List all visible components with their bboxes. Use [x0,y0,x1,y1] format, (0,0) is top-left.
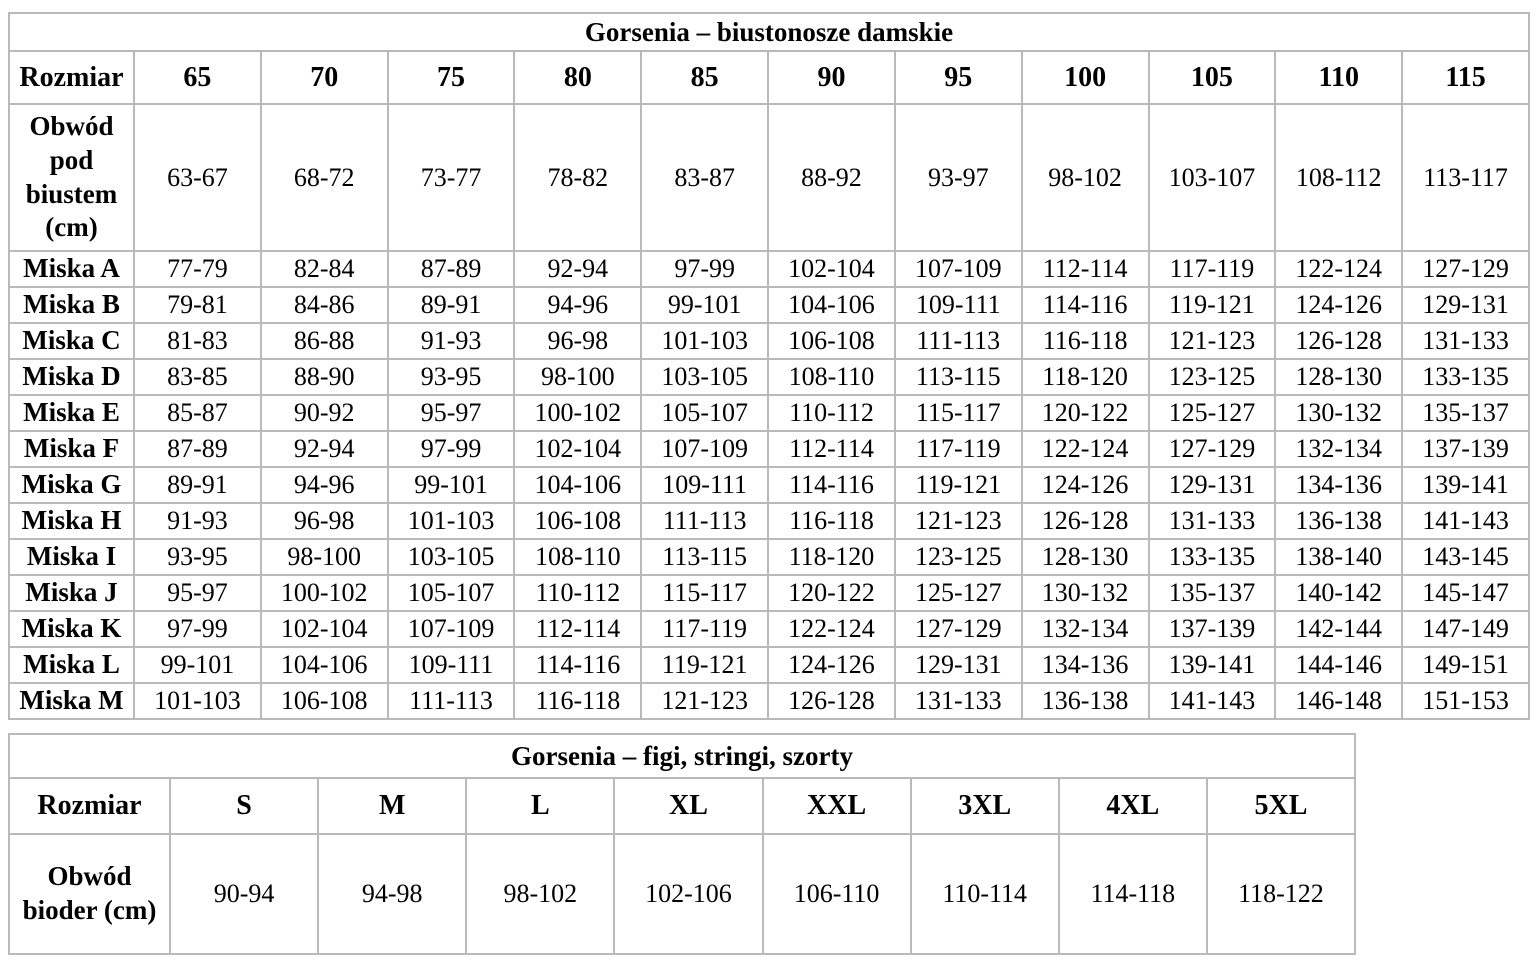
value-cell: 103-105 [388,539,515,575]
value-cell: 113-115 [641,539,768,575]
table-row [9,431,1529,467]
table-row [9,503,1529,539]
value-cell: 134-136 [1022,647,1149,683]
value-cell: 110-112 [768,395,895,431]
value-cell: 132-134 [1022,611,1149,647]
value-cell: 128-130 [1022,539,1149,575]
value-cell: 133-135 [1149,539,1276,575]
value-cell: 110-114 [911,834,1059,954]
value-cell: 122-124 [768,611,895,647]
value-cell: 118-122 [1207,834,1355,954]
value-cell: 116-118 [1022,323,1149,359]
value-cell: 97-99 [388,431,515,467]
value-cell: 87-89 [134,431,261,467]
value-cell: 101-103 [641,323,768,359]
value-cell: 83-85 [134,359,261,395]
size-header: 95 [895,51,1022,104]
size-header: 75 [388,51,515,104]
value-cell: 127-129 [1402,251,1529,287]
value-cell: 98-100 [514,359,641,395]
value-cell: 100-102 [261,575,388,611]
value-cell: 109-111 [388,647,515,683]
value-cell: 128-130 [1275,359,1402,395]
value-cell: 106-108 [261,683,388,719]
value-cell: 119-121 [641,647,768,683]
row-label: Miska L [9,647,134,683]
value-cell: 110-112 [514,575,641,611]
value-cell: 139-141 [1149,647,1276,683]
row-label: Miska F [9,431,134,467]
value-cell: 126-128 [1275,323,1402,359]
value-cell: 77-79 [134,251,261,287]
size-header: 80 [514,51,641,104]
value-cell: 149-151 [1402,647,1529,683]
table-title: Gorsenia – biustonosze damskie [9,13,1529,51]
value-cell: 137-139 [1149,611,1276,647]
value-cell: 136-138 [1022,683,1149,719]
value-cell: 107-109 [388,611,515,647]
size-header: 105 [1149,51,1276,104]
row-label: Miska D [9,359,134,395]
value-cell: 93-95 [134,539,261,575]
value-cell: 135-137 [1402,395,1529,431]
value-cell: 114-118 [1059,834,1207,954]
value-cell: 107-109 [641,431,768,467]
value-cell: 121-123 [895,503,1022,539]
value-cell: 86-88 [261,323,388,359]
value-cell: 99-101 [388,467,515,503]
value-cell: 105-107 [388,575,515,611]
table-row [9,834,1355,954]
value-cell: 105-107 [641,395,768,431]
value-cell: 106-108 [514,503,641,539]
row-label: Miska K [9,611,134,647]
value-cell: 126-128 [1022,503,1149,539]
value-cell: 120-122 [768,575,895,611]
value-cell: 132-134 [1275,431,1402,467]
value-cell: 126-128 [768,683,895,719]
value-cell: 119-121 [1149,287,1276,323]
size-header: S [170,778,318,834]
value-cell: 127-129 [895,611,1022,647]
row-label: Miska J [9,575,134,611]
value-cell: 147-149 [1402,611,1529,647]
size-header-row [9,778,1355,834]
table-row [9,683,1529,719]
value-cell: 107-109 [895,251,1022,287]
value-cell: 144-146 [1275,647,1402,683]
value-cell: 117-119 [641,611,768,647]
value-cell: 111-113 [388,683,515,719]
value-cell: 92-94 [514,251,641,287]
value-cell: 109-111 [641,467,768,503]
size-header: 110 [1275,51,1402,104]
value-cell: 102-106 [614,834,762,954]
value-cell: 112-114 [768,431,895,467]
value-cell: 114-116 [768,467,895,503]
value-cell: 93-97 [895,104,1022,251]
size-header: 4XL [1059,778,1207,834]
value-cell: 97-99 [134,611,261,647]
value-cell: 96-98 [514,323,641,359]
value-cell: 104-106 [514,467,641,503]
value-cell: 92-94 [261,431,388,467]
size-header: XL [614,778,762,834]
value-cell: 113-117 [1402,104,1529,251]
value-cell: 82-84 [261,251,388,287]
value-cell: 141-143 [1149,683,1276,719]
table-row [9,323,1529,359]
table-row [9,539,1529,575]
value-cell: 111-113 [895,323,1022,359]
value-cell: 115-117 [641,575,768,611]
value-cell: 83-87 [641,104,768,251]
value-cell: 123-125 [895,539,1022,575]
value-cell: 78-82 [514,104,641,251]
size-header: 65 [134,51,261,104]
row-label: Miska B [9,287,134,323]
value-cell: 102-104 [768,251,895,287]
value-cell: 88-90 [261,359,388,395]
value-cell: 102-104 [514,431,641,467]
value-cell: 143-145 [1402,539,1529,575]
value-cell: 98-100 [261,539,388,575]
value-cell: 119-121 [895,467,1022,503]
value-cell: 124-126 [1022,467,1149,503]
value-cell: 129-131 [1149,467,1276,503]
value-cell: 124-126 [1275,287,1402,323]
value-cell: 113-115 [895,359,1022,395]
value-cell: 94-96 [261,467,388,503]
value-cell: 108-110 [768,359,895,395]
table-row [9,611,1529,647]
value-cell: 88-92 [768,104,895,251]
value-cell: 99-101 [641,287,768,323]
value-cell: 124-126 [768,647,895,683]
row-label: Miska G [9,467,134,503]
value-cell: 140-142 [1275,575,1402,611]
value-cell: 103-105 [641,359,768,395]
value-cell: 121-123 [1149,323,1276,359]
value-cell: 104-106 [768,287,895,323]
value-cell: 117-119 [895,431,1022,467]
value-cell: 120-122 [1022,395,1149,431]
table-title: Gorsenia – figi, stringi, szorty [9,734,1355,778]
corner-label: Rozmiar [9,778,170,834]
bra-size-table [8,12,1530,720]
value-cell: 94-98 [318,834,466,954]
size-header: 5XL [1207,778,1355,834]
value-cell: 145-147 [1402,575,1529,611]
value-cell: 130-132 [1022,575,1149,611]
value-cell: 90-94 [170,834,318,954]
value-cell: 139-141 [1402,467,1529,503]
size-header: XXL [763,778,911,834]
value-cell: 125-127 [895,575,1022,611]
table-row [9,575,1529,611]
value-cell: 135-137 [1149,575,1276,611]
value-cell: 63-67 [134,104,261,251]
size-header: 85 [641,51,768,104]
value-cell: 98-102 [1022,104,1149,251]
value-cell: 118-120 [768,539,895,575]
table-row [9,359,1529,395]
value-cell: 85-87 [134,395,261,431]
value-cell: 93-95 [388,359,515,395]
size-header: 115 [1402,51,1529,104]
size-header: M [318,778,466,834]
table-title-row [9,13,1529,51]
row-label: Miska M [9,683,134,719]
value-cell: 121-123 [641,683,768,719]
value-cell: 127-129 [1149,431,1276,467]
value-cell: 95-97 [134,575,261,611]
value-cell: 115-117 [895,395,1022,431]
panty-size-table [8,733,1356,955]
value-cell: 106-110 [763,834,911,954]
value-cell: 94-96 [514,287,641,323]
value-cell: 101-103 [388,503,515,539]
size-header: L [466,778,614,834]
value-cell: 141-143 [1402,503,1529,539]
row-label: Miska E [9,395,134,431]
row-label: Obwód bioder (cm) [9,834,170,954]
table-title-row [9,734,1355,778]
value-cell: 116-118 [514,683,641,719]
value-cell: 108-110 [514,539,641,575]
value-cell: 101-103 [134,683,261,719]
value-cell: 87-89 [388,251,515,287]
value-cell: 102-104 [261,611,388,647]
value-cell: 123-125 [1149,359,1276,395]
value-cell: 142-144 [1275,611,1402,647]
value-cell: 122-124 [1022,431,1149,467]
value-cell: 129-131 [895,647,1022,683]
value-cell: 122-124 [1275,251,1402,287]
value-cell: 131-133 [895,683,1022,719]
row-label: Obwód pod biustem (cm) [9,104,134,251]
value-cell: 131-133 [1402,323,1529,359]
row-label: Miska H [9,503,134,539]
table-row [9,287,1529,323]
value-cell: 109-111 [895,287,1022,323]
table-row [9,647,1529,683]
value-cell: 89-91 [134,467,261,503]
value-cell: 134-136 [1275,467,1402,503]
value-cell: 112-114 [1022,251,1149,287]
table-row [9,395,1529,431]
value-cell: 118-120 [1022,359,1149,395]
table-row [9,104,1529,251]
row-label: Miska C [9,323,134,359]
value-cell: 116-118 [768,503,895,539]
value-cell: 68-72 [261,104,388,251]
value-cell: 131-133 [1149,503,1276,539]
value-cell: 112-114 [514,611,641,647]
value-cell: 84-86 [261,287,388,323]
value-cell: 99-101 [134,647,261,683]
value-cell: 98-102 [466,834,614,954]
row-label: Miska I [9,539,134,575]
value-cell: 90-92 [261,395,388,431]
value-cell: 96-98 [261,503,388,539]
value-cell: 146-148 [1275,683,1402,719]
value-cell: 79-81 [134,287,261,323]
value-cell: 111-113 [641,503,768,539]
value-cell: 97-99 [641,251,768,287]
row-label: Miska A [9,251,134,287]
value-cell: 95-97 [388,395,515,431]
table-row [9,467,1529,503]
value-cell: 81-83 [134,323,261,359]
value-cell: 136-138 [1275,503,1402,539]
value-cell: 151-153 [1402,683,1529,719]
value-cell: 137-139 [1402,431,1529,467]
value-cell: 104-106 [261,647,388,683]
size-header: 3XL [911,778,1059,834]
size-header: 90 [768,51,895,104]
value-cell: 100-102 [514,395,641,431]
value-cell: 106-108 [768,323,895,359]
value-cell: 91-93 [388,323,515,359]
value-cell: 130-132 [1275,395,1402,431]
value-cell: 138-140 [1275,539,1402,575]
size-header: 100 [1022,51,1149,104]
corner-label: Rozmiar [9,51,134,104]
value-cell: 125-127 [1149,395,1276,431]
value-cell: 108-112 [1275,104,1402,251]
value-cell: 91-93 [134,503,261,539]
size-header-row [9,51,1529,104]
value-cell: 114-116 [1022,287,1149,323]
value-cell: 133-135 [1402,359,1529,395]
size-header: 70 [261,51,388,104]
value-cell: 73-77 [388,104,515,251]
value-cell: 114-116 [514,647,641,683]
value-cell: 117-119 [1149,251,1276,287]
value-cell: 89-91 [388,287,515,323]
value-cell: 103-107 [1149,104,1276,251]
value-cell: 129-131 [1402,287,1529,323]
table-row [9,251,1529,287]
